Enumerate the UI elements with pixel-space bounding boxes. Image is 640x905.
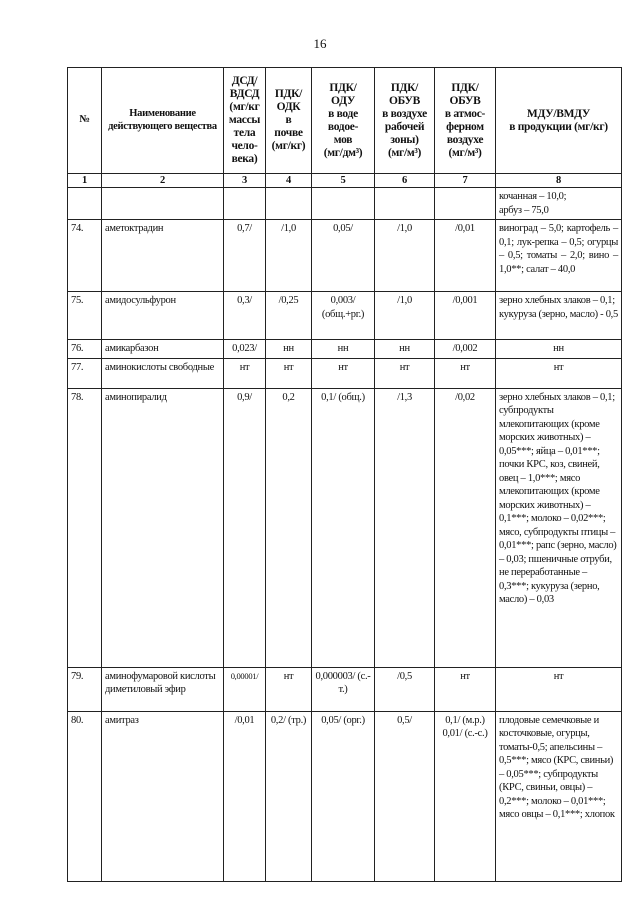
cell-pdk-work: нн [375, 340, 435, 359]
cell-pdk-soil: нт [266, 358, 312, 388]
cell-pdk-atm: /0,001 [435, 292, 496, 340]
column-number: 5 [312, 174, 375, 188]
cell-no: 74. [68, 220, 102, 292]
header-row [68, 68, 622, 174]
cell-dsd: нт [224, 358, 266, 388]
cell-products: виноград – 5,0; картофель – 0,1; лук-репка – 0,5; огурцы – 0,5; томаты – 2,0; вино – 1,0**; салат – 40,0 [496, 220, 622, 292]
column-number-row [68, 174, 622, 188]
cell-products: нн [496, 340, 622, 359]
table-row [68, 711, 622, 881]
cell-pdk-work: /0,5 [375, 667, 435, 711]
cell-no: 79. [68, 667, 102, 711]
table-row [68, 340, 622, 359]
cell-name: аметоктрадин [102, 220, 224, 292]
header-name: Наименование действующего вещества [102, 68, 224, 174]
cell-products: зерно хлебных злаков – 0,1; кукуруза (зерно, масло) - 0,5 [496, 292, 622, 340]
cell-pdk-atm: 0,1/ (м.р.) 0,01/ (с.-с.) [435, 711, 496, 881]
cell-pdk-soil: 0,2/ (тр.) [266, 711, 312, 881]
cell-pdk-soil: нт [266, 667, 312, 711]
cell-pdk-water: нт [312, 358, 375, 388]
cell-dsd: 0,3/ [224, 292, 266, 340]
cell-pdk-atm: нт [435, 358, 496, 388]
cell-pdk-water: 0,05/ [312, 220, 375, 292]
column-number: 6 [375, 174, 435, 188]
column-number: 8 [496, 174, 622, 188]
cell-name: аминокислоты свободные [102, 358, 224, 388]
header-pdk-obuv-atm: ПДК/ ОБУВ в атмос- ферном воздухе (мг/м³) [435, 68, 496, 174]
cell-pdk-soil: нн [266, 340, 312, 359]
cell-products: зерно хлебных злаков – 0,1; субпродукты млекопитающих (кроме морских животных) – 0,05***; яйца – 0,01***; почки КРС, коз, свиней, овец – 1,0***; мясо млекопитающих (кроме морских животных) – 0,1***; молоко – 0,02***; мясо, субпродукты птицы – 0,01***; рапс (зерно, масло) – 0,03; пшеничные отруби, не переработанные – 0,3***; кукуруза (зерно, масло) – 0,03 [496, 388, 622, 667]
header-no: № [68, 68, 102, 174]
cell-no: 77. [68, 358, 102, 388]
cell-pdk-water: нн [312, 340, 375, 359]
cell-pdk-water: 0,1/ (общ.) [312, 388, 375, 667]
cell-pdk-soil: 0,2 [266, 388, 312, 667]
column-number: 3 [224, 174, 266, 188]
cell-pdk-water: 0,05/ (орг.) [312, 711, 375, 881]
cell-dsd: 0,00001/ [224, 667, 266, 711]
cell-pdk-work: 0,5/ [375, 711, 435, 881]
header-mdu: МДУ/ВМДУ в продукции (мг/кг) [496, 68, 622, 174]
cell-pdk-work: /1,0 [375, 292, 435, 340]
page-number: 16 [313, 36, 327, 51]
cell-pdk-work: /1,3 [375, 388, 435, 667]
cell-products: кочанная – 10,0; арбуз – 75,0 [496, 188, 622, 220]
cell-products: нт [496, 667, 622, 711]
cell-pdk-soil: /0,25 [266, 292, 312, 340]
cell-pdk-water: 0,000003/ (с.-т.) [312, 667, 375, 711]
cell-dsd: 0,7/ [224, 220, 266, 292]
cell-pdk-atm: /0,01 [435, 220, 496, 292]
cell-pdk-atm: /0,002 [435, 340, 496, 359]
column-number: 4 [266, 174, 312, 188]
cell-pdk-work: нт [375, 358, 435, 388]
cell-pdk-water: 0,003/ (общ.+рг.) [312, 292, 375, 340]
cell-dsd: /0,01 [224, 711, 266, 881]
continuation-row [68, 188, 622, 220]
cell-no: 80. [68, 711, 102, 881]
header-pdk-odu: ПДК/ ОДУ в воде водое- мов (мг/дм³) [312, 68, 375, 174]
table-row [68, 292, 622, 340]
cell-dsd: 0,9/ [224, 388, 266, 667]
header-dsd: ДСД/ ВДСД (мг/кг массы тела чело- века) [224, 68, 266, 174]
table-row [68, 667, 622, 711]
cell-no: 78. [68, 388, 102, 667]
cell-pdk-atm: нт [435, 667, 496, 711]
cell-pdk-work: /1,0 [375, 220, 435, 292]
header-pdk-odk: ПДК/ ОДК в почве (мг/кг) [266, 68, 312, 174]
cell-name: амикарбазон [102, 340, 224, 359]
column-number: 2 [102, 174, 224, 188]
cell-pdk-soil: /1,0 [266, 220, 312, 292]
substances-table [67, 67, 622, 882]
cell-name: амитраз [102, 711, 224, 881]
cell-dsd: 0,023/ [224, 340, 266, 359]
column-number: 1 [68, 174, 102, 188]
cell-no: 75. [68, 292, 102, 340]
column-number: 7 [435, 174, 496, 188]
cell-products: плодовые семечковые и косточковые, огурцы, томаты-0,5; апельсины – 0,5***; мясо (КРС, свиньи) – 0,05***; субпродукты (КРС, свиньи, овцы) – 0,2***; молоко – 0,01***; мясо овцы – 0,1***; хлопок [496, 711, 622, 881]
table-row [68, 388, 622, 667]
cell-pdk-atm: /0,02 [435, 388, 496, 667]
cell-products: нт [496, 358, 622, 388]
cell-no: 76. [68, 340, 102, 359]
header-pdk-obuv-work: ПДК/ ОБУВ в воздухе рабочей зоны) (мг/м³) [375, 68, 435, 174]
cell-name: амидосульфурон [102, 292, 224, 340]
cell-name: аминофумаровой кислоты диметиловый эфир [102, 667, 224, 711]
table-row [68, 358, 622, 388]
cell-name: аминопиралид [102, 388, 224, 667]
table-row [68, 220, 622, 292]
